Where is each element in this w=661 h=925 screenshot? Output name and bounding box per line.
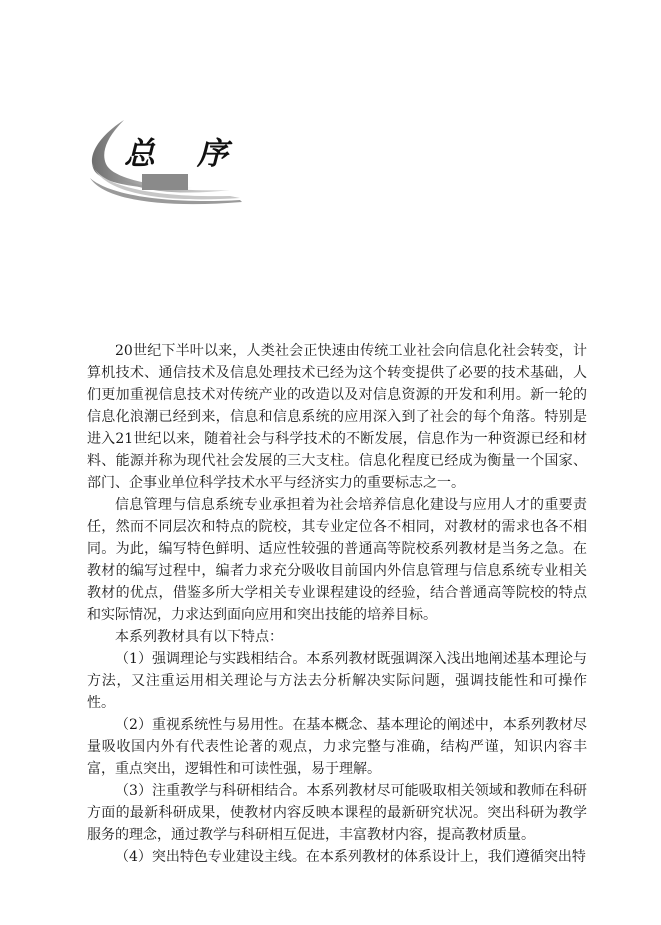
body-text (87, 340, 587, 868)
paragraph: 20世纪下半叶以来，人类社会正快速由传统工业社会向信息化社会转变，计算机技术、通信技术及信息处理技术已经为这个转变提供了必要的技术基础，人们更加重视信息技术对传统产业的改造以及对信息资源的开发和利用。新一轮的信息化浪潮已经到来，信息和信息系统的应用深入到了社会的每个角落。特别是进入21世纪以来，随着社会与科学技术的不断发展，信息作为一种资源已经和材料、能源并称为现代社会发展的三大支柱。信息化程度已经成为衡量一个国家、部门、企事业单位科学技术水平与经济实力的重要标志之一。 (87, 343, 587, 491)
title-char-2: 序 (197, 136, 228, 172)
paragraph: （4）突出特色专业建设主线。在本系列教材的体系设计上，我们遵循突出特 (115, 849, 586, 865)
title-char-1: 总 (124, 136, 155, 172)
paragraph: 信息管理与信息系统专业承担着为社会培养信息化建设与应用人才的重要责任，然而不同层次和特点的院校，其专业定位各不相同，对教材的需求也各不相同。为此，编写特色鲜明、适应性较强的普通高等院校系列教材是当务之急。在教材的编写过程中，编者力求充分吸收目前国内外信息管理与信息系统专业相关教材的优点，借鉴多所大学相关专业课程建设的经验，结合普通高等院校的特点和实际情况，力求达到面向应用和突出技能的培养目标。 (87, 497, 587, 623)
paragraph: （3）注重教学与科研相结合。本系列教材尽可能吸取相关领域和教师在科研方面的最新科研成果，使教材内容反映本课程的最新研究状况。突出科研为教学服务的理念，通过教学与科研相互促进，丰富教材内容，提高教材质量。 (87, 783, 587, 843)
paragraph: （2）重视系统性与易用性。在基本概念、基本理论的阐述中，本系列教材尽量吸收国内外有代表性论著的观点，力求完整与准确，结构严谨，知识内容丰富，重点突出，逻辑性和可读性强，易于理解。 (87, 717, 587, 777)
paragraph: （1）强调理论与实践相结合。本系列教材既强调深入浅出地阐述基本理论与方法，又注重运用相关理论与方法去分析解决实际问题，强调技能性和可操作性。 (87, 651, 587, 711)
paragraph: 本系列教材具有以下特点： (115, 629, 283, 645)
page-title (124, 128, 228, 173)
